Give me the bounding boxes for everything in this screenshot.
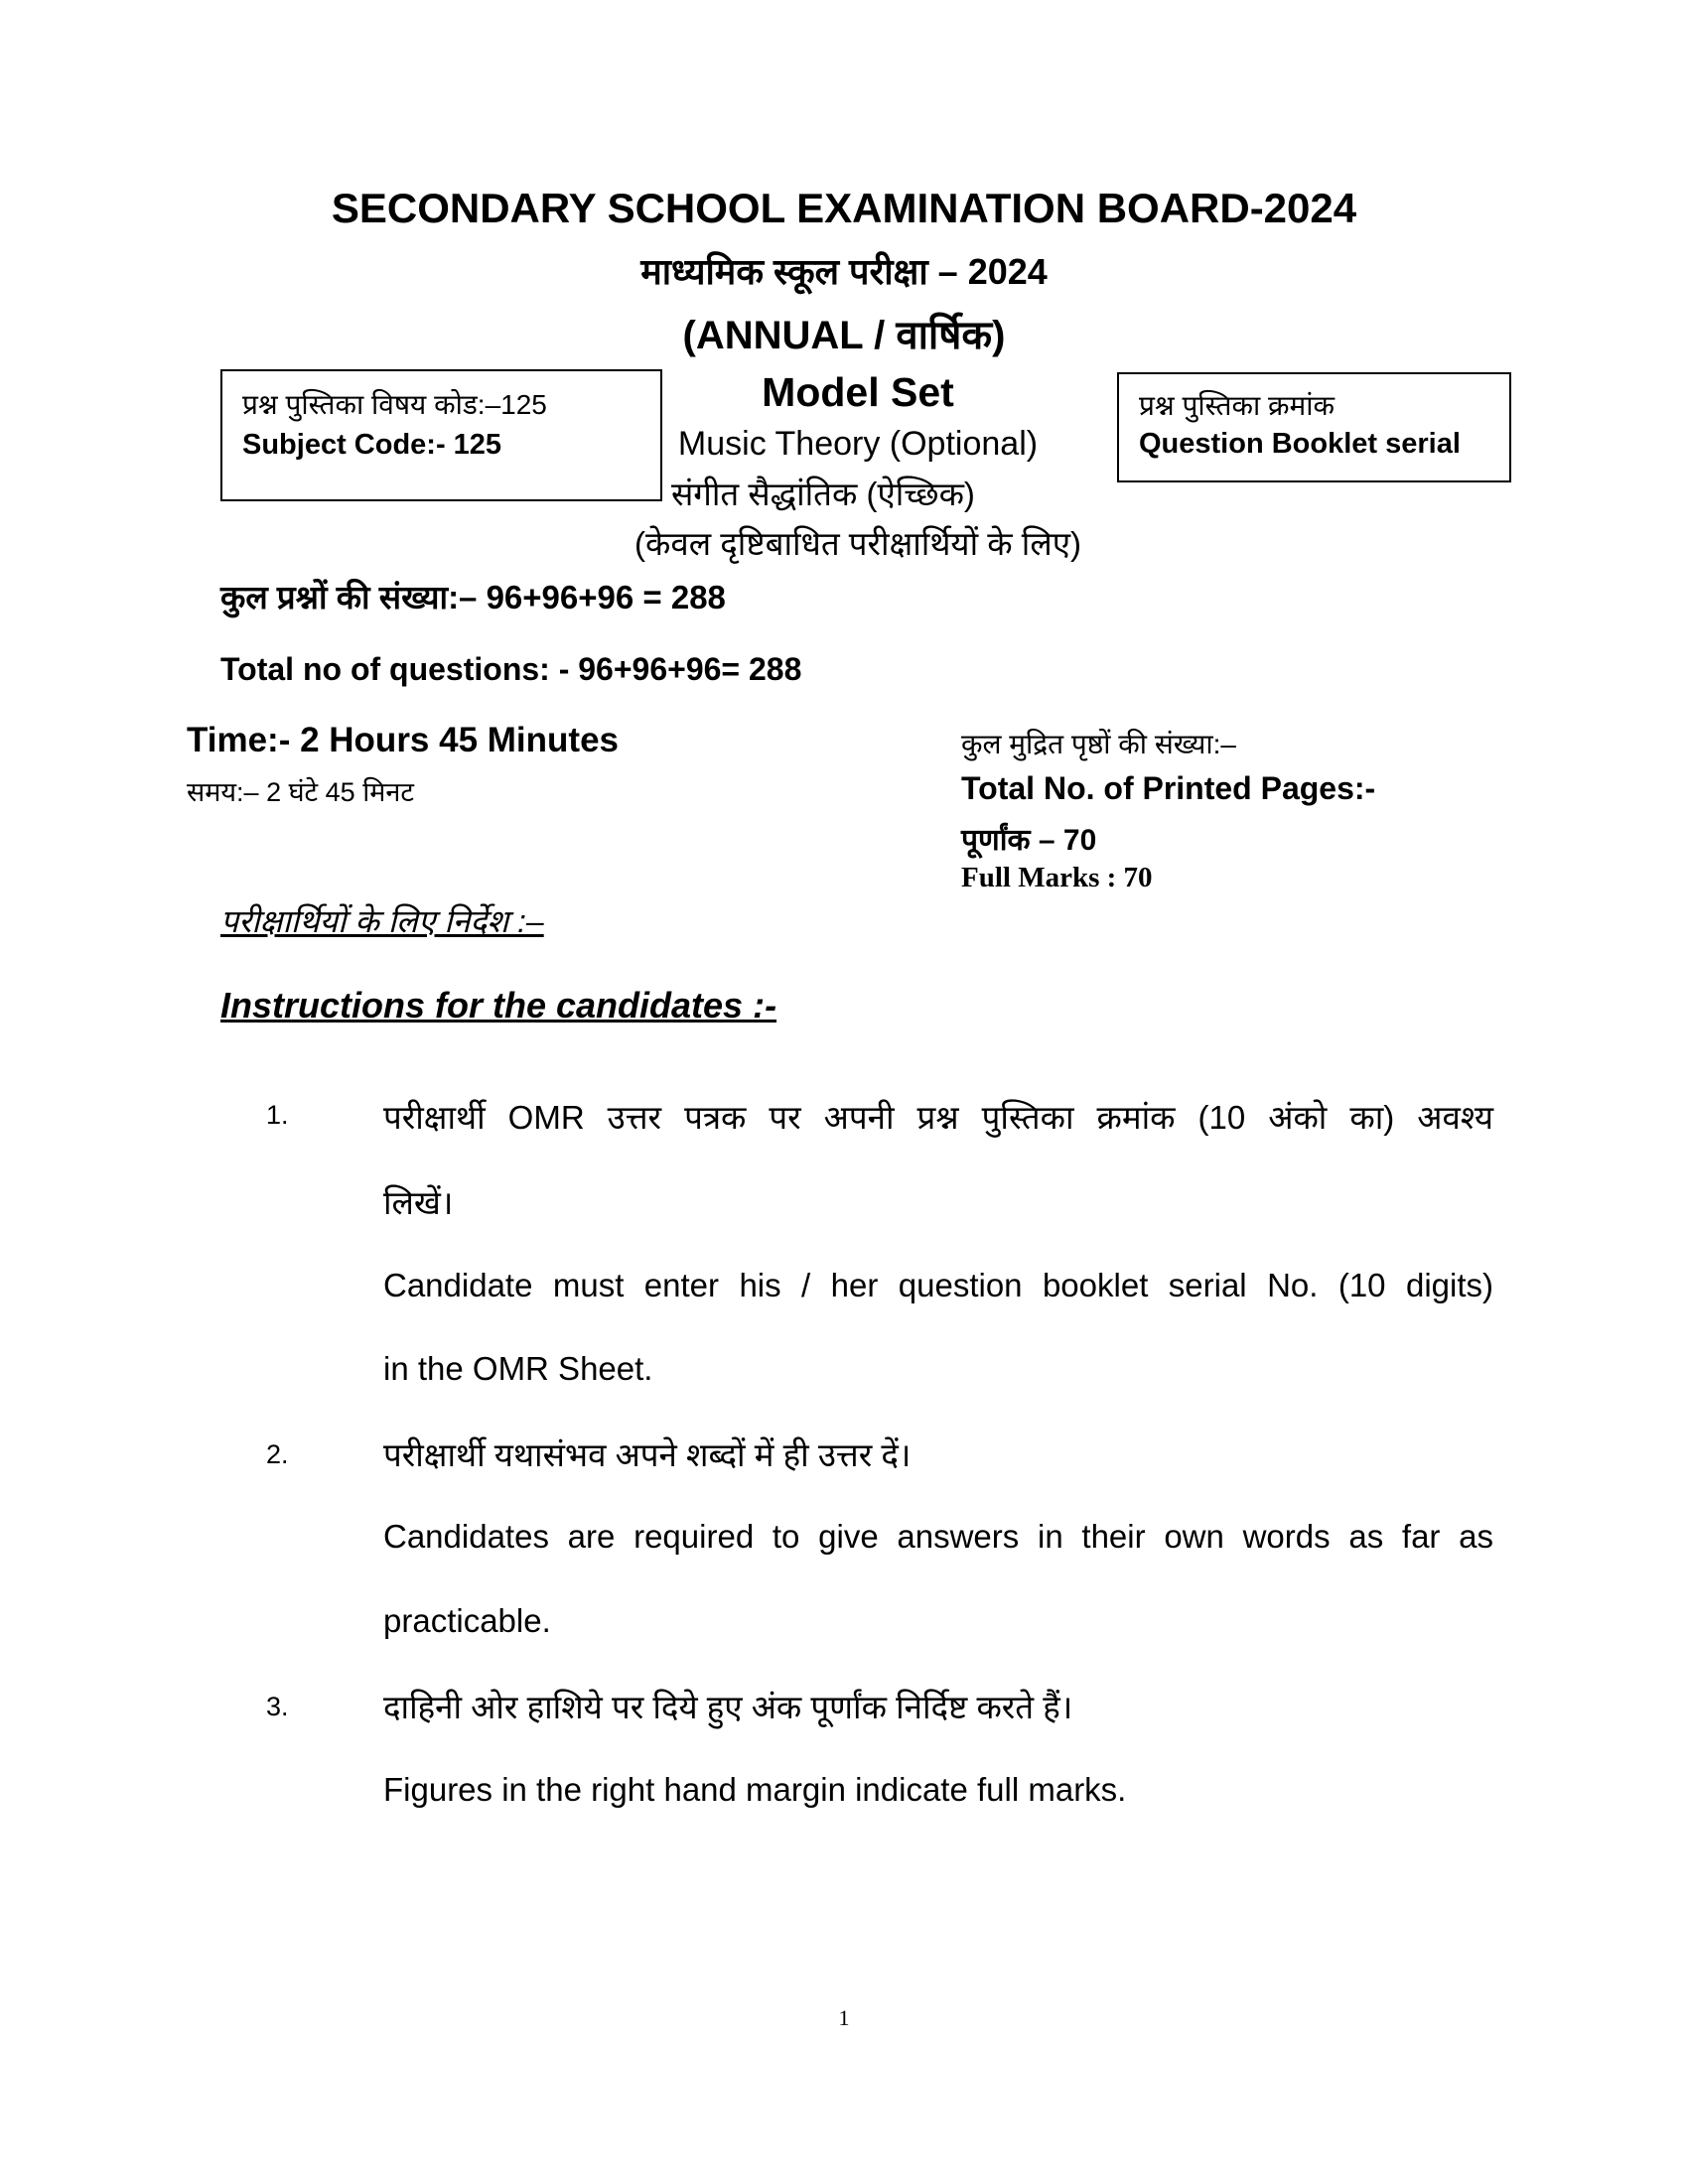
item-hindi-line: परीक्षार्थी यथासंभव अपने शब्दों में ही उत्तर दें।	[383, 1436, 912, 1473]
subject-name-hindi: संगीत सैद्धांतिक (ऐच्छिक)	[671, 476, 975, 512]
note-hindi: (केवल दृष्टिबाधित परीक्षार्थियों के लिए)	[634, 525, 1081, 562]
full-marks: Full Marks : 70	[961, 862, 1153, 893]
booklet-serial-label: Question Booklet serial	[1139, 428, 1461, 460]
subject-name: Music Theory (Optional)	[677, 425, 1039, 463]
item-number: 2.	[266, 1439, 289, 1469]
board-title: SECONDARY SCHOOL EXAMINATION BOARD-2024	[331, 185, 1357, 231]
total-questions: Total no of questions: - 96+96+96= 288	[220, 651, 802, 687]
item-english-line: Candidates are required to give answers in their own words as far as	[383, 1518, 1493, 1555]
item-hindi-line: दाहिनी ओर हाशिये पर दिये हुए अंक पूर्णांक निर्दिष्ट करते हैं।	[383, 1689, 1073, 1725]
model-set: Model Set	[762, 369, 954, 415]
item-number: 3.	[266, 1692, 289, 1721]
board-title-hindi: माध्यमिक स्कूल परीक्षा – 2024	[640, 251, 1048, 292]
printed-pages-hindi: कुल मुद्रित पृष्ठों की संख्या:–	[961, 729, 1236, 759]
instructions-heading: Instructions for the candidates :-	[220, 985, 777, 1025]
full-marks-hindi: पूर्णांक – 70	[961, 824, 1097, 857]
item-english-line: in the OMR Sheet.	[383, 1350, 653, 1387]
item-hindi-line: लिखें।	[383, 1184, 454, 1221]
booklet-serial-box	[1117, 372, 1511, 482]
exam-type: (ANNUAL / वार्षिक)	[682, 314, 1006, 357]
item-hindi-line: परीक्षार्थी OMR उत्तर पत्रक पर अपनी प्रश्न पुस्तिका क्रमांक (10 अंको का) अवश्य	[383, 1099, 1493, 1136]
time-hindi: समय:– 2 घंटे 45 मिनट	[187, 777, 414, 807]
item-english-line: Figures in the right hand margin indicate full marks.	[383, 1771, 1127, 1808]
item-english-line: Candidate must enter his / her question booklet serial No. (10 digits)	[383, 1267, 1493, 1303]
time: Time:- 2 Hours 45 Minutes	[187, 721, 620, 759]
subject-code-box	[220, 369, 662, 501]
printed-pages: Total No. of Printed Pages:-	[961, 770, 1376, 806]
instructions-heading-hindi: परीक्षार्थियों के लिए निर्देश :–	[220, 903, 544, 939]
item-number: 1.	[266, 1100, 289, 1130]
subject-code: Subject Code:- 125	[242, 429, 502, 461]
booklet-serial-hindi: प्रश्न पुस्तिका क्रमांक	[1139, 390, 1336, 421]
item-english-line: practicable.	[383, 1602, 551, 1639]
total-questions-hindi: कुल प्रश्नों की संख्या:– 96+96+96 = 288	[220, 579, 726, 615]
subject-code-hindi: प्रश्न पुस्तिका विषय कोड:–125	[242, 389, 547, 420]
page-number: 1	[838, 2005, 850, 2030]
